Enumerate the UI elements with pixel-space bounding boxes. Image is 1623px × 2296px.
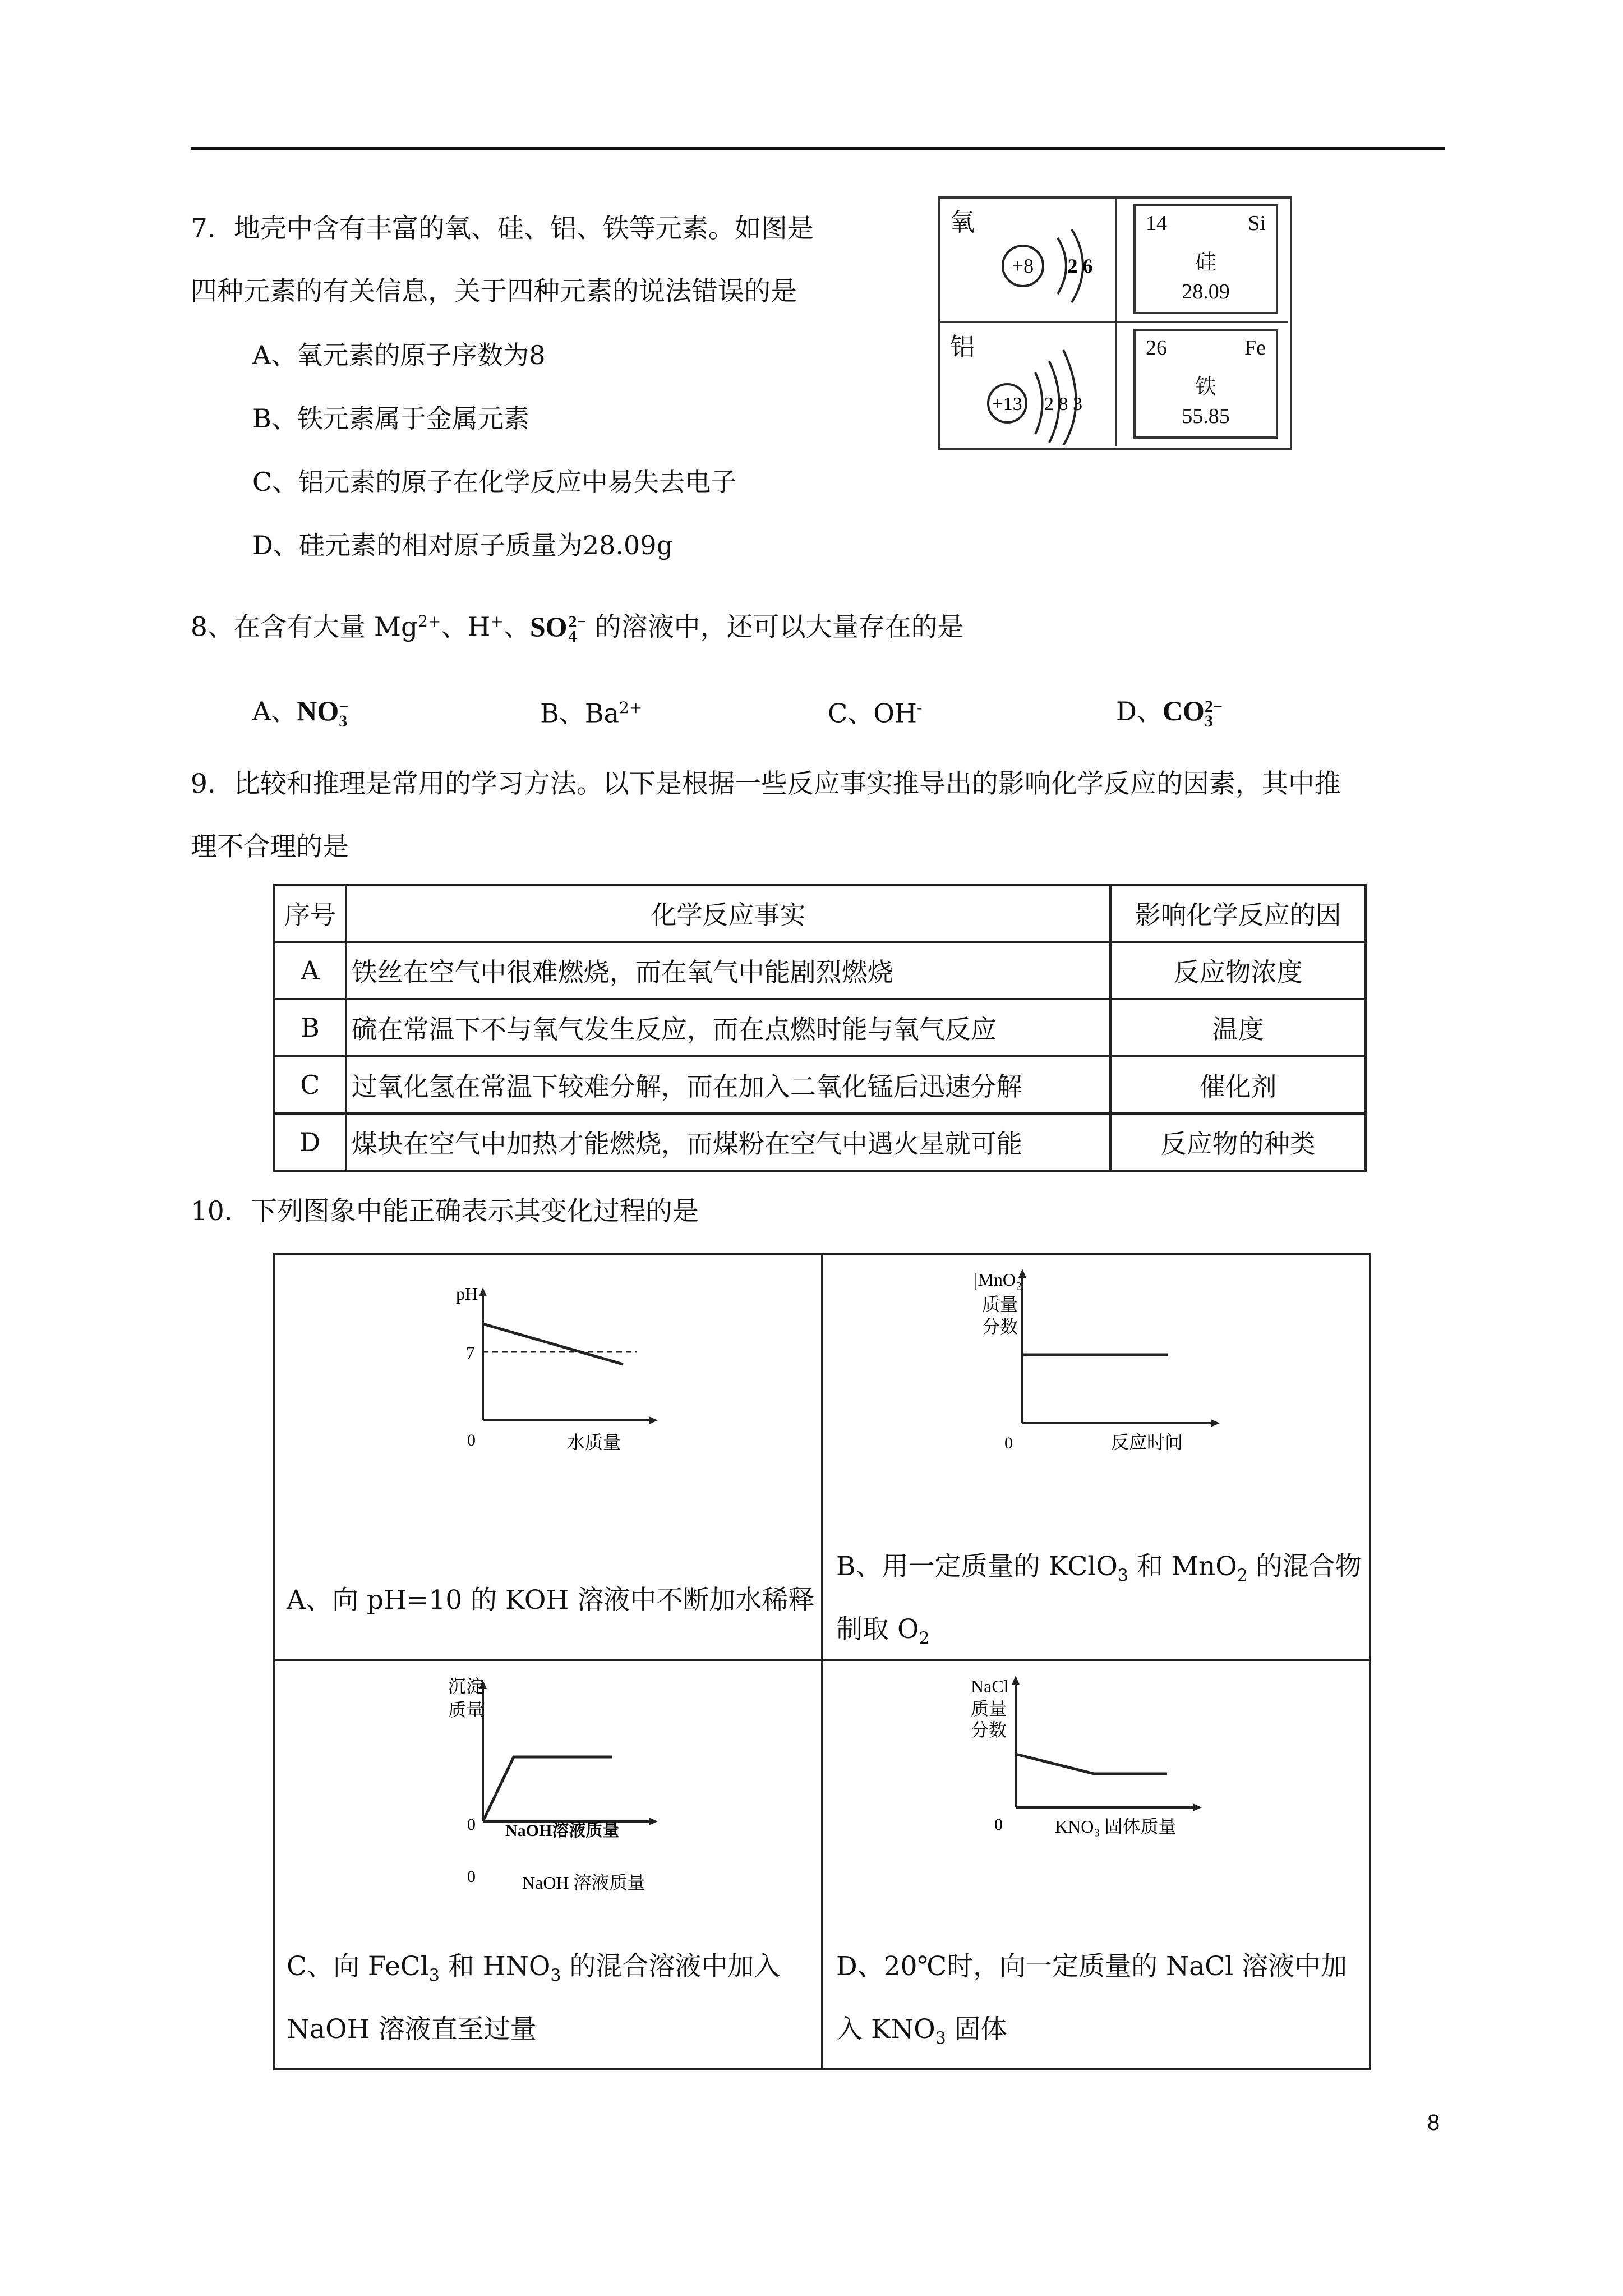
graph-a (444, 1277, 668, 1451)
q8-option-d: D、CO 2− 3 (1116, 695, 1223, 730)
aluminum-nucleus: +13 (992, 394, 1022, 415)
page-number: 8 (1427, 2110, 1440, 2135)
q7-option-a: A、氧元素的原子序数为8 (252, 340, 546, 370)
graph-d (960, 1670, 1251, 1844)
row-id: C (274, 1056, 346, 1114)
iron-symbol: Fe (1244, 336, 1266, 360)
q8-option-a: A、NO − 3 (252, 695, 349, 730)
graph-b-x-label: 反应时间 (1111, 1432, 1183, 1451)
silicon-name: 硅 (1195, 251, 1216, 274)
q10-stem: 10．下列图象中能正确表示其变化过程的是 (191, 1196, 699, 1227)
row-factor: 反应物浓度 (1110, 942, 1366, 999)
aluminum-shells: 2 8 3 (1044, 394, 1082, 415)
iron-element-box (1133, 329, 1278, 439)
q8-sulfate-ion: SO 2− 4 (529, 610, 587, 646)
header-factor: 影响化学反应的因 (1110, 885, 1366, 942)
silicon-number: 14 (1146, 211, 1167, 235)
graph-d-y-label-1: NaCl (971, 1676, 1009, 1696)
graph-a-x-label: 水质量 (567, 1432, 621, 1451)
figure-divider-h (940, 321, 1288, 323)
q8-h-charge: + (490, 612, 504, 631)
graph-b (948, 1263, 1240, 1451)
graph-d-y-label-3: 分数 (971, 1720, 1007, 1740)
silicon-symbol: Si (1248, 211, 1266, 235)
graph-d-x-label: KNO₃ 固体质量 (1055, 1816, 1177, 1837)
table-row (274, 1114, 1366, 1171)
q8-option-b: B、$Ba^{2+}$ (540, 698, 643, 729)
graph-a-origin: 0 (467, 1431, 476, 1450)
graph-c-origin: 0 (467, 1815, 476, 1834)
silicon-element-box (1133, 204, 1278, 314)
row-fact: 硫在常温下不与氧气发生反应，而在点燃时能与氧气反应 (346, 999, 1110, 1056)
q7-stem-line1: 7．地壳中含有丰富的氧、硅、铝、铁等元素。如图是 (191, 213, 814, 244)
aluminum-atom-diagram (974, 333, 1108, 445)
graph-b-origin: 0 (1004, 1434, 1013, 1451)
row-factor: 催化剂 (1110, 1056, 1366, 1114)
row-factor: 温度 (1110, 999, 1366, 1056)
header-fact: 化学反应事实 (346, 885, 1110, 942)
oxygen-shells: 2 6 (1067, 255, 1093, 277)
row-fact: 煤块在空气中加热才能燃烧，而煤粉在空气中遇火星就可能 (346, 1114, 1110, 1171)
table-header-row (274, 885, 1366, 942)
graph-b-y-label-2: 质量 (982, 1294, 1018, 1314)
table-row (274, 942, 1366, 999)
graph-b-caption-line2: 制取 $O_2$ (836, 1614, 930, 1649)
q8-stem-pre: 8、在含有大量 Mg (191, 611, 418, 643)
table-row (274, 1056, 1366, 1114)
row-fact: 过氧化氢在常温下较难分解，而在加入二氧化锰后迅速分解 (346, 1056, 1110, 1114)
graph-d-origin: 0 (994, 1815, 1003, 1834)
row-id: A (274, 942, 346, 999)
figure-divider-v (1115, 199, 1117, 446)
oxygen-label: 氧 (950, 208, 975, 237)
q8-option-c: C、OH- (828, 698, 923, 729)
graph-c (427, 1670, 690, 1894)
graph-c-caption-line2: NaOH 溶液直至过量 (287, 2014, 537, 2045)
q8-sep2: 、 (503, 611, 530, 643)
graph-c-x-label: NaOH溶液质量 (505, 1821, 620, 1840)
q9-stem-line2: 理不合理的是 (191, 831, 349, 862)
q8-sep1: 、H (441, 611, 491, 643)
q9-table (273, 884, 1367, 1172)
graph-a-tick: 7 (466, 1342, 475, 1363)
q7-option-b: B、铁元素属于金属元素 (252, 403, 529, 434)
row-id: D (274, 1114, 346, 1171)
q9-stem-line1: 9．比较和推理是常用的学习方法。以下是根据一些反应事实推导出的影响化学反应的因素，其中推 (191, 769, 1341, 799)
row-id: B (274, 999, 346, 1056)
graph-c-origin-2: 0 (467, 1867, 476, 1886)
q8-stem-post: 的溶液中，还可以大量存在的是 (594, 611, 964, 643)
table-row (274, 999, 1366, 1056)
q7-option-c: C、铝元素的原子在化学反应中易失去电子 (252, 467, 737, 497)
graph-b-y-label-3: 分数 (982, 1317, 1018, 1337)
graph-d-caption-line2: 入 $KNO_3$ 固体 (836, 2014, 1007, 2049)
iron-mass: 55.85 (1182, 404, 1230, 428)
oxygen-nucleus: +8 (1012, 255, 1034, 277)
q7-option-d: D、硅元素的相对原子质量为28.09g (252, 530, 674, 560)
silicon-mass: 28.09 (1182, 280, 1230, 303)
q8-stem (191, 605, 964, 645)
graph-d-y-label-2: 质量 (971, 1699, 1007, 1719)
graph-c-x-label-2: NaOH 溶液质量 (522, 1872, 645, 1893)
graph-b-y-label-1: |MnO₂ (974, 1269, 1022, 1290)
row-factor: 反应物的种类 (1110, 1114, 1366, 1171)
header-rule (191, 147, 1445, 150)
oxygen-atom-diagram (990, 215, 1103, 311)
element-info-figure (938, 196, 1292, 450)
iron-number: 26 (1146, 336, 1167, 360)
graph-c-y-label-2: 质量 (448, 1700, 485, 1720)
aluminum-label: 铝 (950, 333, 975, 361)
graph-a-caption: A、向 pH=10 的 KOH 溶液中不断加水稀释 (287, 1585, 815, 1616)
grid-divider-h (275, 1659, 1369, 1661)
row-fact: 铁丝在空气中很难燃烧，而在氧气中能剧烈燃烧 (346, 942, 1110, 999)
grid-divider-v (821, 1255, 823, 2068)
graph-c-caption-line1: C、向 FeCl$_3$ 和 $HNO_3$ 的混合溶液中加入 (287, 1951, 781, 1986)
graph-c-y-label-1: 沉淀 (448, 1676, 485, 1696)
header-id: 序号 (274, 885, 346, 942)
graph-d-caption-line1: D、20℃时，向一定质量的 NaCl 溶液中加 (836, 1951, 1348, 1982)
graph-b-caption-line1: B、用一定质量的 KClO$_3$ 和 MnO$_2$ 的混合物 (836, 1551, 1362, 1586)
q8-mg-charge: 2+ (418, 612, 441, 631)
iron-name: 铁 (1195, 375, 1216, 399)
graph-a-y-label: pH (456, 1283, 478, 1304)
q10-graph-grid (273, 1253, 1371, 2070)
q7-stem-line2: 四种元素的有关信息，关于四种元素的说法错误的是 (191, 276, 797, 307)
